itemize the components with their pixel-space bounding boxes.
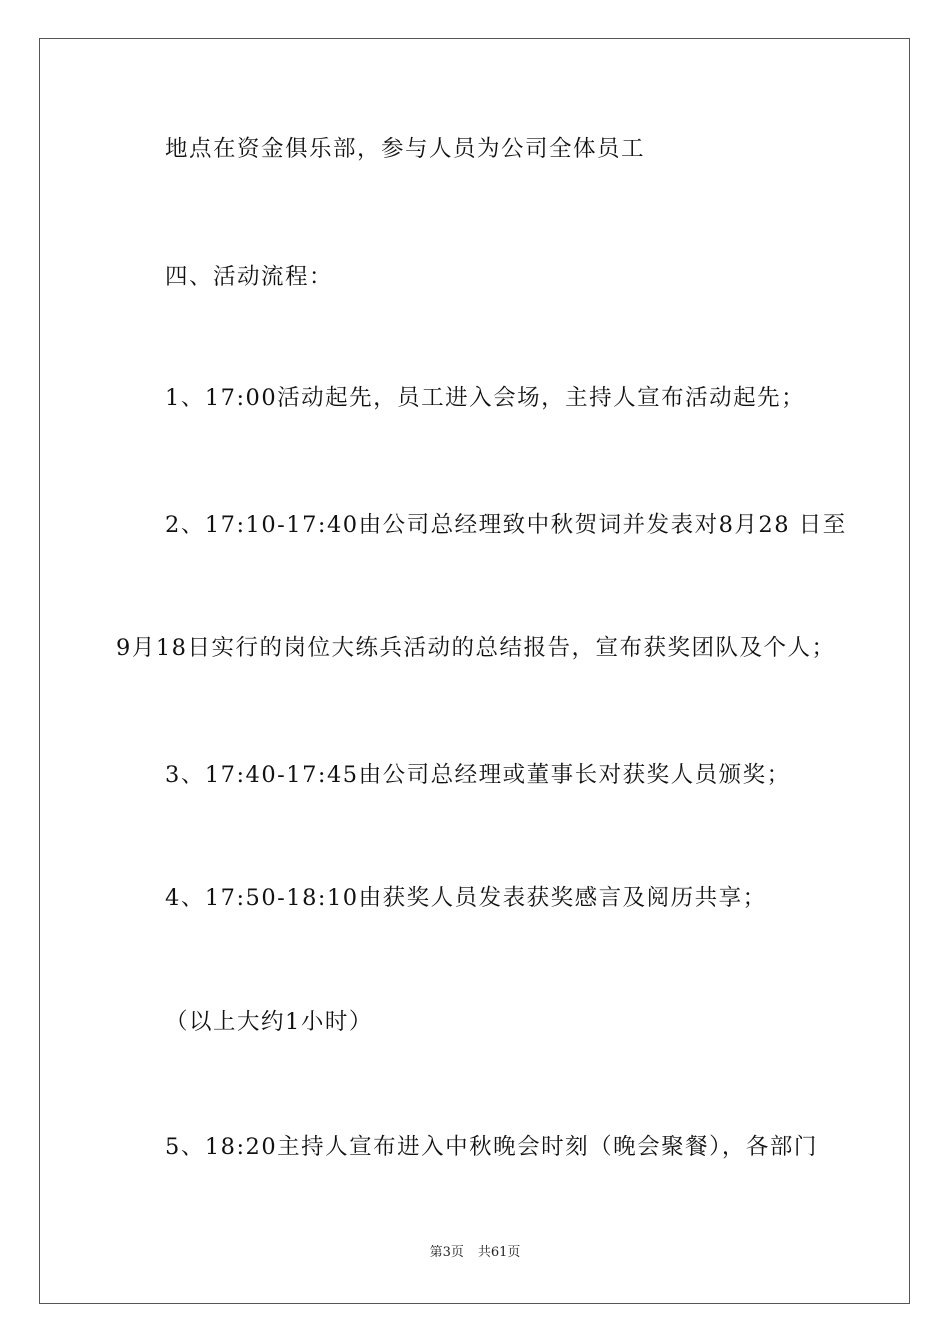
body-line-step-1: 1、17:00活动起先，员工进入会场，主持人宣布活动起先； bbox=[165, 385, 806, 411]
body-line-step-2-continued: 9月18日实行的岗位大练兵活动的总结报告，宣布获奖团队及个人； bbox=[116, 635, 836, 661]
body-line-step-4: 4、17:50-18:10由获奖人员发表获奖感言及阅历共享； bbox=[165, 885, 767, 911]
body-line-duration-note: （以上大约1小时） bbox=[165, 1009, 373, 1035]
page-footer bbox=[0, 1244, 950, 1262]
body-line-step-2: 2、17:10-17:40由公司总经理致中秋贺词并发表对8月28 日至 bbox=[165, 512, 847, 538]
body-line-step-5: 5、18:20主持人宣布进入中秋晚会时刻（晚会聚餐），各部门 bbox=[165, 1134, 818, 1160]
body-line-step-3: 3、17:40-17:45由公司总经理或董事长对获奖人员颁奖； bbox=[165, 762, 791, 788]
page-total: 共61页 bbox=[477, 1245, 521, 1260]
section-heading-activity-flow: 四、活动流程： bbox=[165, 264, 334, 290]
page-frame bbox=[39, 38, 910, 1304]
body-line-location: 地点在资金俱乐部，参与人员为公司全体员工 bbox=[165, 136, 646, 162]
page-number: 第3页 bbox=[429, 1245, 464, 1260]
